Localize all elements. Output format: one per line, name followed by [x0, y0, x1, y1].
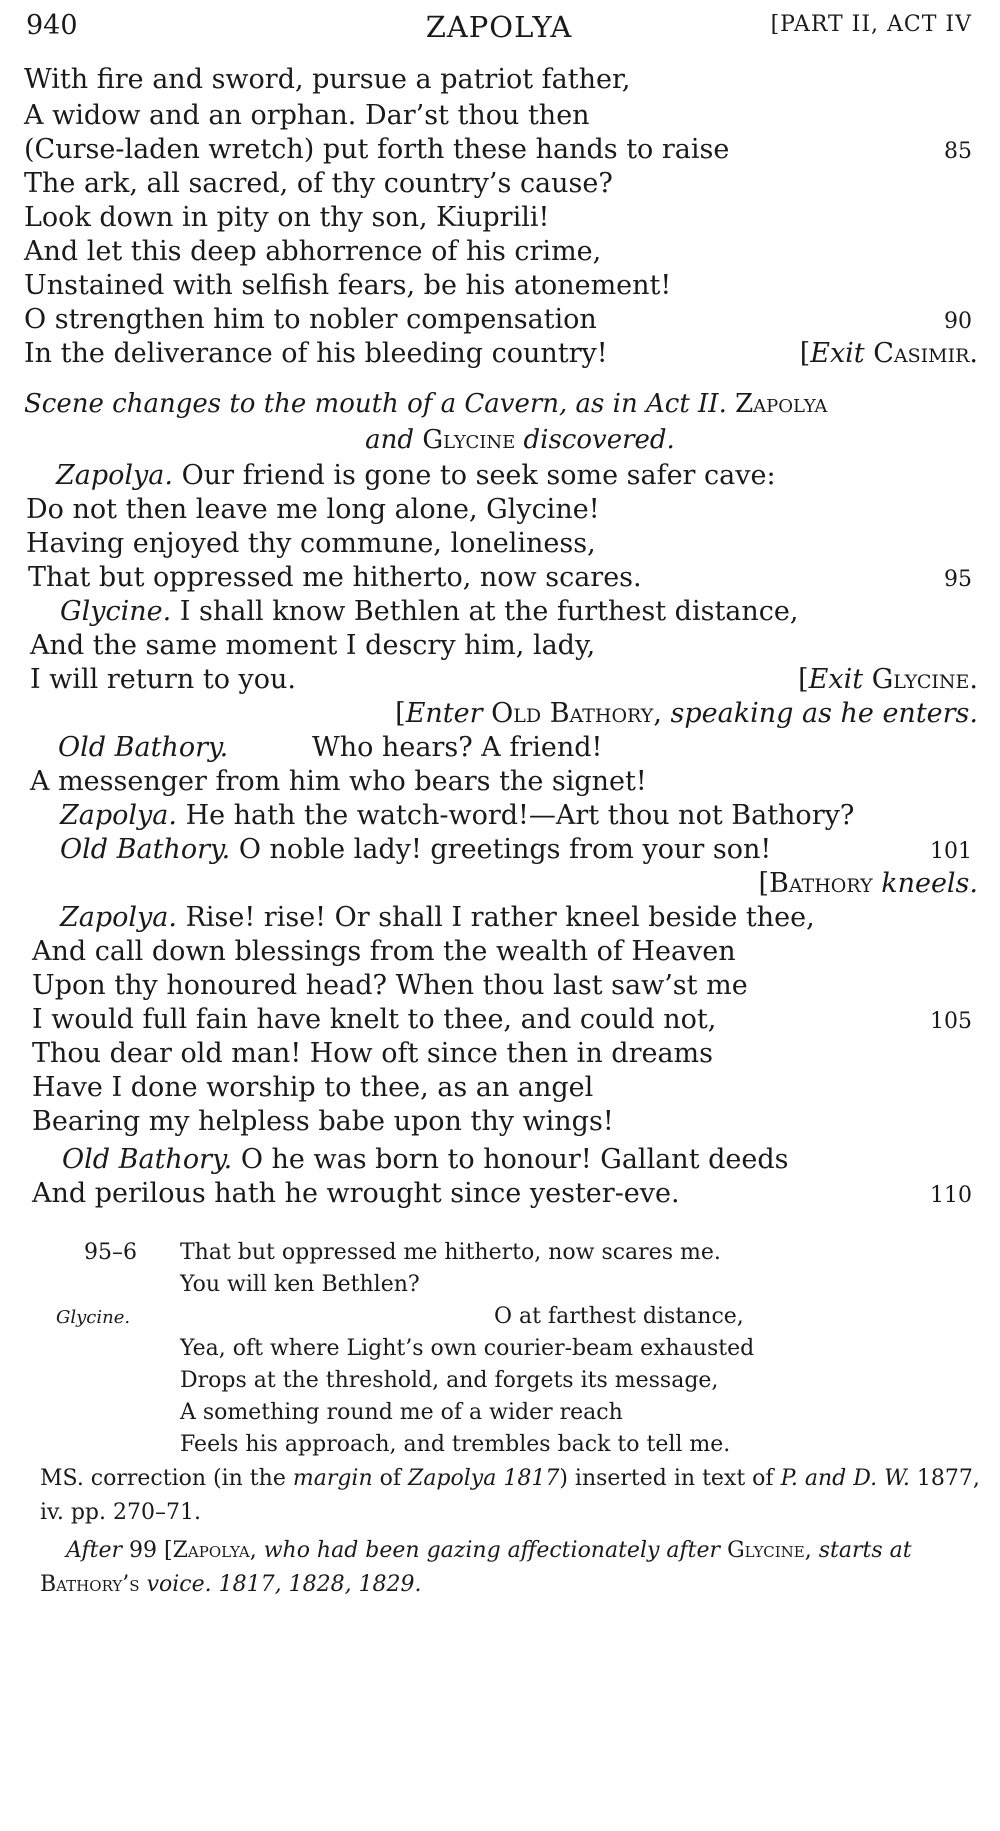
verse-line: A widow and an orphan. Dar’st thou then [24, 100, 590, 131]
section-label: [PART II, ACT IV [770, 12, 972, 37]
stage-direction: [Exit Glycine. [798, 664, 978, 695]
speech-line: Old Bathory. Who hears? A friend! [0, 728, 1000, 768]
footnote-line: Drops at the threshold, and forgets its message, [180, 1368, 719, 1393]
line-number: 101 [930, 839, 972, 864]
line-number: 90 [944, 309, 972, 334]
footnote-line: You will ken Bethlen? [180, 1272, 420, 1297]
stage-direction: [Bathory kneels. [758, 868, 978, 899]
speech-line: And call down blessings from the wealth of Heaven [32, 936, 736, 967]
running-title: ZAPOLYA [425, 10, 573, 44]
speaker-name: Old Bathory. [58, 732, 229, 763]
line-number: 110 [930, 1183, 972, 1208]
footnote-ms-correction: MS. correction (in the margin of Zapolya 1817) inserted in text of P. and D. W. 1877, iv. pp. 270–71. [40, 1466, 980, 1525]
verse-line: The ark, all sacred, of thy country’s cause? [24, 168, 613, 199]
speech-line: Glycine. I shall know Bethlen at the furthest distance, [60, 596, 799, 627]
footnote-speaker: Glycine. [56, 1307, 131, 1328]
footnote-line: A something round me of a wider reach [180, 1400, 623, 1425]
verse-line: Look down in pity on thy son, Kiuprili! [24, 202, 550, 233]
scene-direction: Scene changes to the mouth of a Cavern, as in Act II. Zapolya and Glycine discovered. [24, 389, 828, 455]
footnote-line: 95–6 That but oppressed me hitherto, now scares me. [0, 1236, 1000, 1270]
page-header [26, 10, 972, 50]
speech-line: A messenger from him who bears the signet! [30, 766, 647, 797]
speech-line: Bearing my helpless babe upon thy wings! [32, 1106, 614, 1137]
verse-line: In the deliverance of his bleeding country! [Exit Casimir. [0, 334, 1000, 374]
footnote-label: 95–6 [84, 1240, 137, 1265]
verse-line: (Curse-laden wretch) put forth these hands to raise 85 [0, 130, 1000, 170]
speech-line: Zapolya. Our friend is gone to seek some safer cave: [56, 460, 776, 491]
speech-line: And perilous hath he wrought since yester-eve. 110 [0, 1174, 1000, 1214]
verse-line: With fire and sword, pursue a patriot father, [24, 64, 631, 95]
speech-line: Old Bathory. O noble lady! greetings from your son! 101 [0, 830, 1000, 870]
speech-line: Zapolya. He hath the watch-word!—Art thou not Bathory? [60, 800, 855, 831]
speaker-name: Glycine. [60, 596, 172, 627]
speech-line: Upon thy honoured head? When thou last saw’st me [32, 970, 748, 1001]
footnote-after-99: After 99 [Zapolya, who had been gazing affectionately after Glycine, starts at Bathory’s voice. 1817, 1828, 1829. [40, 1538, 912, 1597]
speaker-name: Old Bathory. [60, 834, 231, 865]
speech-line: Thou dear old man! How oft since then in dreams [32, 1038, 714, 1069]
page-number: 940 [26, 10, 78, 41]
stage-direction: [Exit Casimir. [799, 338, 978, 369]
footnote-line: Feels his approach, and trembles back to tell me. [180, 1432, 731, 1457]
stage-direction: [Enter Old Bathory, speaking as he enters. [395, 698, 978, 729]
line-number: 85 [944, 139, 972, 164]
speech-line: I will return to you. [Exit Glycine. [0, 660, 1000, 700]
speech-line: I would full fain have knelt to thee, and could not, 105 [0, 1000, 1000, 1040]
speaker-name: Zapolya. [56, 460, 173, 491]
verse-line: And let this deep abhorrence of his crime, [24, 236, 602, 267]
speaker-name: Old Bathory. [62, 1144, 233, 1175]
speech-line: Old Bathory. O he was born to honour! Gallant deeds [62, 1144, 789, 1175]
footnote-line: Glycine. O at farthest distance, [0, 1300, 1000, 1334]
footnote-line: Yea, oft where Light’s own courier-beam exhausted [180, 1336, 755, 1361]
verse-line: Unstained with selfish fears, be his atonement! [24, 270, 672, 301]
speaker-name: Zapolya. [60, 800, 177, 831]
speech-line: Do not then leave me long alone, Glycine! [26, 494, 600, 525]
speaker-name: Zapolya. [60, 902, 177, 933]
speech-line: And the same moment I descry him, lady, [30, 630, 596, 661]
speech-line: That but oppressed me hitherto, now scares. 95 [0, 558, 1000, 598]
speech-line: Zapolya. Rise! rise! Or shall I rather kneel beside thee, [60, 902, 815, 933]
verse-line: O strengthen him to nobler compensation 90 [0, 300, 1000, 340]
line-number: 105 [930, 1009, 972, 1034]
speech-line: Have I done worship to thee, as an angel [32, 1072, 594, 1103]
speech-line: Having enjoyed thy commune, loneliness, [26, 528, 596, 559]
line-number: 95 [944, 567, 972, 592]
